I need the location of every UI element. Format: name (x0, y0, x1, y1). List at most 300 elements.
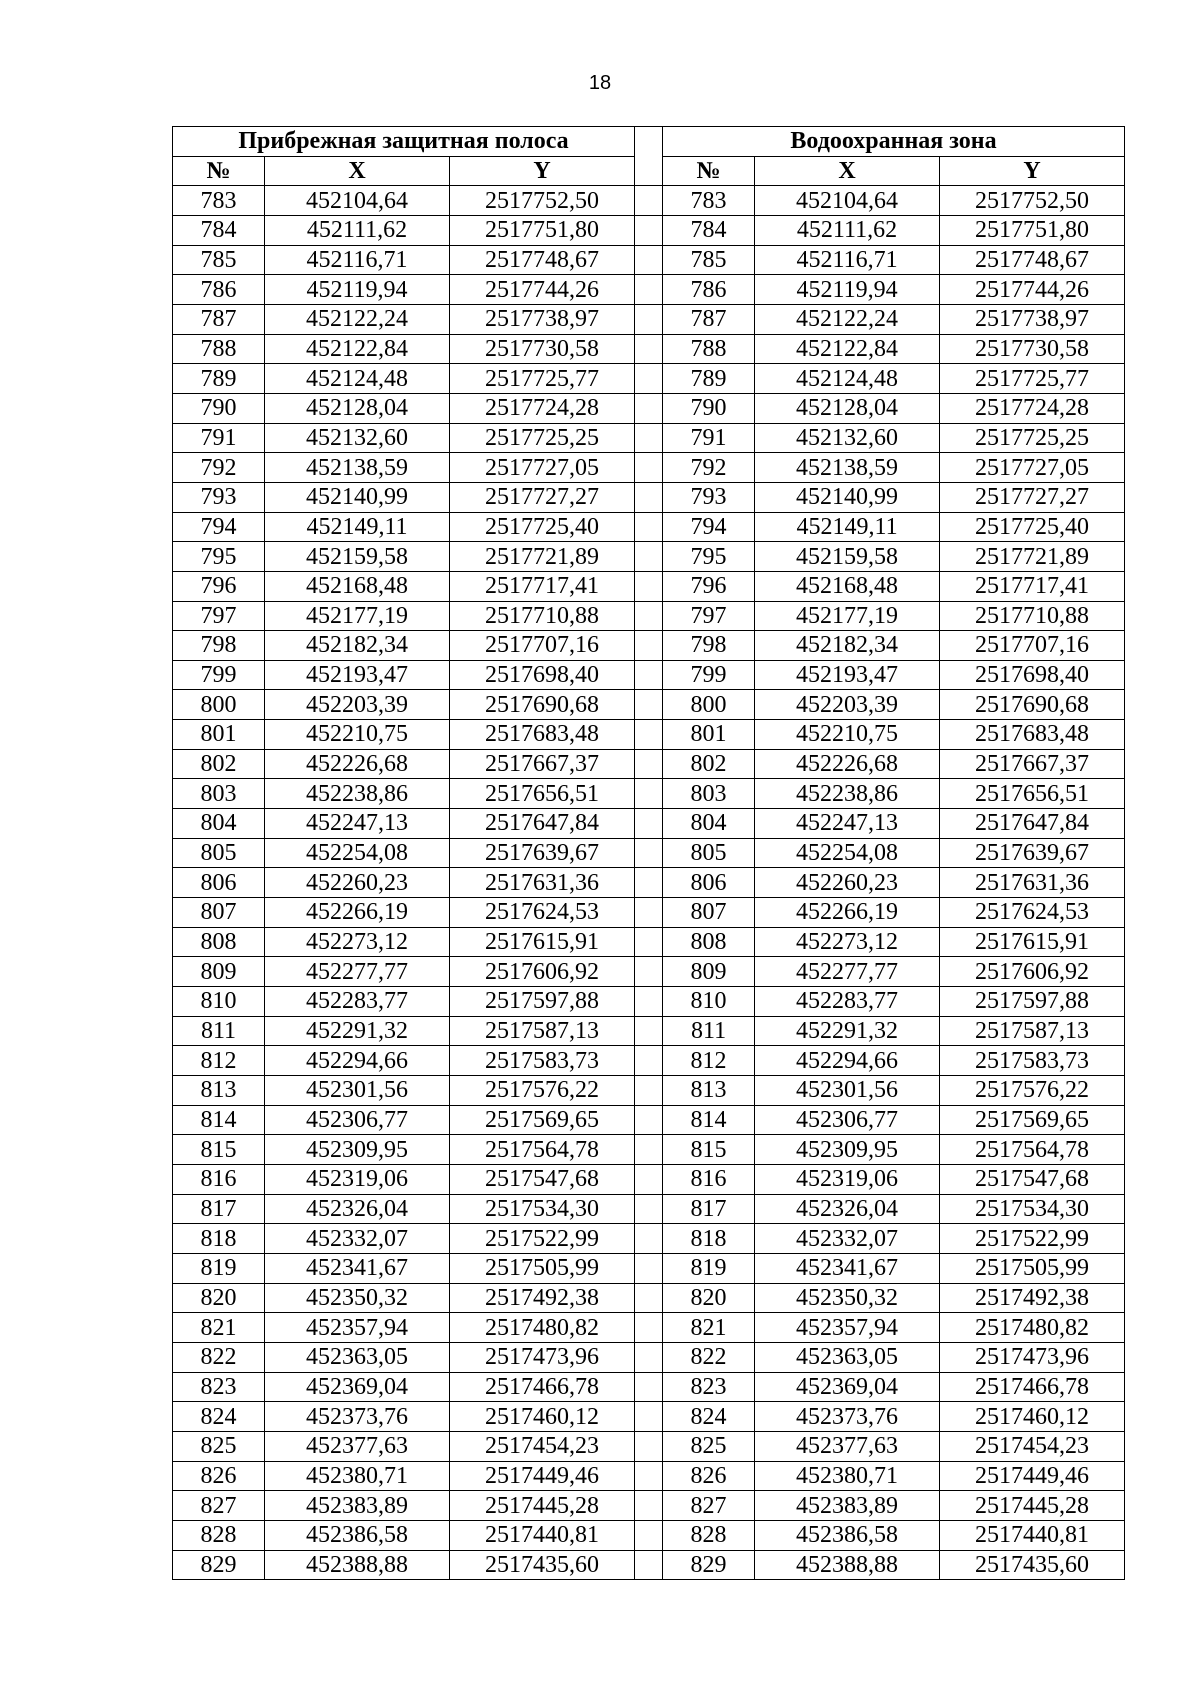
left-num-cell: 783 (173, 186, 265, 216)
column-gap-cell (635, 779, 663, 809)
right-x-cell: 452124,48 (755, 364, 940, 394)
left-x-cell: 452383,89 (265, 1491, 450, 1521)
left-y-cell: 2517615,91 (450, 927, 635, 957)
column-gap-cell (635, 1372, 663, 1402)
column-gap-cell (635, 215, 663, 245)
right-num-cell: 797 (663, 601, 755, 631)
right-x-cell: 452140,99 (755, 482, 940, 512)
left-y-cell: 2517721,89 (450, 542, 635, 572)
left-num-cell: 822 (173, 1342, 265, 1372)
right-x-cell: 452294,66 (755, 1046, 940, 1076)
right-col-y-header: Y (940, 156, 1125, 186)
right-x-cell: 452319,06 (755, 1164, 940, 1194)
left-x-cell: 452247,13 (265, 809, 450, 839)
table-row (173, 423, 1125, 453)
left-x-cell: 452326,04 (265, 1194, 450, 1224)
left-num-cell: 802 (173, 749, 265, 779)
left-num-cell: 798 (173, 631, 265, 661)
right-y-cell: 2517547,68 (940, 1164, 1125, 1194)
left-num-cell: 810 (173, 987, 265, 1017)
table-row (173, 868, 1125, 898)
right-y-cell: 2517564,78 (940, 1135, 1125, 1165)
right-y-cell: 2517639,67 (940, 838, 1125, 868)
left-x-cell: 452119,94 (265, 275, 450, 305)
left-x-cell: 452111,62 (265, 215, 450, 245)
right-y-cell: 2517492,38 (940, 1283, 1125, 1313)
right-num-cell: 825 (663, 1431, 755, 1461)
column-gap-cell (635, 453, 663, 483)
left-x-cell: 452386,58 (265, 1520, 450, 1550)
left-x-cell: 452159,58 (265, 542, 450, 572)
table-row (173, 779, 1125, 809)
right-num-cell: 796 (663, 571, 755, 601)
right-y-cell: 2517583,73 (940, 1046, 1125, 1076)
table-row (173, 631, 1125, 661)
column-gap-cell (635, 334, 663, 364)
left-col-x-header: X (265, 156, 450, 186)
table-row (173, 482, 1125, 512)
table-row (173, 1520, 1125, 1550)
column-gap-cell (635, 393, 663, 423)
right-y-cell: 2517460,12 (940, 1402, 1125, 1432)
left-x-cell: 452277,77 (265, 957, 450, 987)
left-num-cell: 813 (173, 1076, 265, 1106)
left-group-header: Прибрежная защитная полоса (173, 127, 635, 157)
right-y-cell: 2517435,60 (940, 1550, 1125, 1580)
left-x-cell: 452260,23 (265, 868, 450, 898)
table-row (173, 809, 1125, 839)
table-row (173, 987, 1125, 1017)
table-row (173, 927, 1125, 957)
left-num-cell: 788 (173, 334, 265, 364)
column-gap-cell (635, 1461, 663, 1491)
table-row (173, 660, 1125, 690)
table-row (173, 453, 1125, 483)
right-num-cell: 820 (663, 1283, 755, 1313)
left-y-cell: 2517647,84 (450, 809, 635, 839)
left-y-cell: 2517460,12 (450, 1402, 635, 1432)
column-gap-cell (635, 1194, 663, 1224)
column-gap-cell (635, 1520, 663, 1550)
right-y-cell: 2517505,99 (940, 1253, 1125, 1283)
right-num-cell: 824 (663, 1402, 755, 1432)
left-y-cell: 2517683,48 (450, 720, 635, 750)
left-x-cell: 452122,24 (265, 304, 450, 334)
left-y-cell: 2517564,78 (450, 1135, 635, 1165)
right-x-cell: 452203,39 (755, 690, 940, 720)
right-x-cell: 452159,58 (755, 542, 940, 572)
right-x-cell: 452383,89 (755, 1491, 940, 1521)
right-num-cell: 808 (663, 927, 755, 957)
right-x-cell: 452111,62 (755, 215, 940, 245)
right-num-cell: 791 (663, 423, 755, 453)
right-x-cell: 452369,04 (755, 1372, 940, 1402)
left-y-cell: 2517624,53 (450, 898, 635, 928)
left-y-cell: 2517505,99 (450, 1253, 635, 1283)
column-gap-cell (635, 571, 663, 601)
table-row (173, 215, 1125, 245)
right-x-cell: 452132,60 (755, 423, 940, 453)
column-gap-cell (635, 601, 663, 631)
left-num-cell: 817 (173, 1194, 265, 1224)
left-x-cell: 452210,75 (265, 720, 450, 750)
column-gap-cell (635, 364, 663, 394)
left-num-cell: 785 (173, 245, 265, 275)
right-num-cell: 806 (663, 868, 755, 898)
right-y-cell: 2517727,27 (940, 482, 1125, 512)
column-gap-cell (635, 1313, 663, 1343)
left-x-cell: 452332,07 (265, 1224, 450, 1254)
right-num-cell: 794 (663, 512, 755, 542)
table-row (173, 690, 1125, 720)
left-y-cell: 2517597,88 (450, 987, 635, 1017)
right-x-cell: 452128,04 (755, 393, 940, 423)
left-x-cell: 452388,88 (265, 1550, 450, 1580)
left-y-cell: 2517730,58 (450, 334, 635, 364)
column-gap-cell (635, 1402, 663, 1432)
table-row (173, 512, 1125, 542)
right-num-cell: 810 (663, 987, 755, 1017)
table-row (173, 601, 1125, 631)
left-x-cell: 452294,66 (265, 1046, 450, 1076)
left-num-cell: 821 (173, 1313, 265, 1343)
left-num-cell: 827 (173, 1491, 265, 1521)
left-y-cell: 2517480,82 (450, 1313, 635, 1343)
table-row (173, 957, 1125, 987)
column-gap-cell (635, 304, 663, 334)
left-x-cell: 452306,77 (265, 1105, 450, 1135)
left-num-cell: 790 (173, 393, 265, 423)
right-y-cell: 2517710,88 (940, 601, 1125, 631)
right-x-cell: 452377,63 (755, 1431, 940, 1461)
left-num-cell: 799 (173, 660, 265, 690)
table-row (173, 245, 1125, 275)
right-y-cell: 2517730,58 (940, 334, 1125, 364)
right-num-cell: 795 (663, 542, 755, 572)
right-x-cell: 452149,11 (755, 512, 940, 542)
left-y-cell: 2517752,50 (450, 186, 635, 216)
right-x-cell: 452193,47 (755, 660, 940, 690)
left-x-cell: 452369,04 (265, 1372, 450, 1402)
right-x-cell: 452388,88 (755, 1550, 940, 1580)
left-y-cell: 2517717,41 (450, 571, 635, 601)
right-num-cell: 799 (663, 660, 755, 690)
right-y-cell: 2517454,23 (940, 1431, 1125, 1461)
right-num-cell: 829 (663, 1550, 755, 1580)
table-row (173, 1224, 1125, 1254)
right-num-cell: 785 (663, 245, 755, 275)
table-row (173, 1491, 1125, 1521)
right-y-cell: 2517606,92 (940, 957, 1125, 987)
left-y-cell: 2517725,40 (450, 512, 635, 542)
right-y-cell: 2517752,50 (940, 186, 1125, 216)
right-num-cell: 786 (663, 275, 755, 305)
left-y-cell: 2517724,28 (450, 393, 635, 423)
left-y-cell: 2517576,22 (450, 1076, 635, 1106)
left-x-cell: 452357,94 (265, 1313, 450, 1343)
right-num-cell: 789 (663, 364, 755, 394)
right-num-cell: 811 (663, 1016, 755, 1046)
table-row (173, 720, 1125, 750)
left-x-cell: 452132,60 (265, 423, 450, 453)
left-x-cell: 452116,71 (265, 245, 450, 275)
left-y-cell: 2517606,92 (450, 957, 635, 987)
table-row (173, 1164, 1125, 1194)
right-num-cell: 826 (663, 1461, 755, 1491)
right-y-cell: 2517466,78 (940, 1372, 1125, 1402)
left-num-cell: 795 (173, 542, 265, 572)
column-gap-cell (635, 245, 663, 275)
left-num-cell: 826 (173, 1461, 265, 1491)
column-gap-cell (635, 1491, 663, 1521)
right-y-cell: 2517576,22 (940, 1076, 1125, 1106)
right-y-cell: 2517721,89 (940, 542, 1125, 572)
left-num-cell: 793 (173, 482, 265, 512)
right-x-cell: 452309,95 (755, 1135, 940, 1165)
table-row (173, 1105, 1125, 1135)
left-num-cell: 792 (173, 453, 265, 483)
table-body (173, 186, 1125, 1580)
column-gap-cell (635, 660, 663, 690)
right-x-cell: 452254,08 (755, 838, 940, 868)
right-num-cell: 818 (663, 1224, 755, 1254)
column-gap-cell (635, 1105, 663, 1135)
left-num-cell: 803 (173, 779, 265, 809)
right-x-cell: 452238,86 (755, 779, 940, 809)
left-y-cell: 2517445,28 (450, 1491, 635, 1521)
left-x-cell: 452168,48 (265, 571, 450, 601)
left-num-cell: 796 (173, 571, 265, 601)
left-x-cell: 452149,11 (265, 512, 450, 542)
left-y-cell: 2517522,99 (450, 1224, 635, 1254)
left-num-cell: 823 (173, 1372, 265, 1402)
right-y-cell: 2517624,53 (940, 898, 1125, 928)
table-row (173, 1461, 1125, 1491)
right-y-cell: 2517725,25 (940, 423, 1125, 453)
left-y-cell: 2517466,78 (450, 1372, 635, 1402)
right-num-cell: 813 (663, 1076, 755, 1106)
right-x-cell: 452301,56 (755, 1076, 940, 1106)
right-num-cell: 816 (663, 1164, 755, 1194)
left-x-cell: 452373,76 (265, 1402, 450, 1432)
right-x-cell: 452266,19 (755, 898, 940, 928)
right-y-cell: 2517707,16 (940, 631, 1125, 661)
table-row (173, 1194, 1125, 1224)
left-y-cell: 2517547,68 (450, 1164, 635, 1194)
left-num-cell: 808 (173, 927, 265, 957)
column-gap-cell (635, 1342, 663, 1372)
table-row (173, 1253, 1125, 1283)
right-num-cell: 784 (663, 215, 755, 245)
left-num-cell: 824 (173, 1402, 265, 1432)
left-y-cell: 2517492,38 (450, 1283, 635, 1313)
left-y-cell: 2517639,67 (450, 838, 635, 868)
right-x-cell: 452291,32 (755, 1016, 940, 1046)
right-x-cell: 452373,76 (755, 1402, 940, 1432)
left-num-cell: 829 (173, 1550, 265, 1580)
left-y-cell: 2517583,73 (450, 1046, 635, 1076)
right-x-cell: 452182,34 (755, 631, 940, 661)
right-x-cell: 452210,75 (755, 720, 940, 750)
left-col-y-header: Y (450, 156, 635, 186)
right-y-cell: 2517569,65 (940, 1105, 1125, 1135)
right-y-cell: 2517751,80 (940, 215, 1125, 245)
column-gap-cell (635, 987, 663, 1017)
right-num-cell: 828 (663, 1520, 755, 1550)
left-y-cell: 2517440,81 (450, 1520, 635, 1550)
left-num-cell: 809 (173, 957, 265, 987)
right-num-cell: 801 (663, 720, 755, 750)
table-row (173, 304, 1125, 334)
column-gap-cell (635, 1550, 663, 1580)
right-x-cell: 452122,84 (755, 334, 940, 364)
right-y-cell: 2517738,97 (940, 304, 1125, 334)
left-x-cell: 452341,67 (265, 1253, 450, 1283)
left-num-cell: 816 (173, 1164, 265, 1194)
left-x-cell: 452182,34 (265, 631, 450, 661)
column-gap-cell (635, 482, 663, 512)
right-y-cell: 2517748,67 (940, 245, 1125, 275)
right-y-cell: 2517631,36 (940, 868, 1125, 898)
left-num-cell: 828 (173, 1520, 265, 1550)
left-y-cell: 2517727,05 (450, 453, 635, 483)
left-num-cell: 815 (173, 1135, 265, 1165)
table-row (173, 898, 1125, 928)
right-num-cell: 815 (663, 1135, 755, 1165)
column-gap-cell (635, 838, 663, 868)
right-y-cell: 2517473,96 (940, 1342, 1125, 1372)
right-x-cell: 452122,24 (755, 304, 940, 334)
right-num-cell: 804 (663, 809, 755, 839)
right-y-cell: 2517597,88 (940, 987, 1125, 1017)
table-row (173, 393, 1125, 423)
left-num-cell: 812 (173, 1046, 265, 1076)
table-row (173, 364, 1125, 394)
right-num-cell: 783 (663, 186, 755, 216)
left-num-cell: 786 (173, 275, 265, 305)
left-x-cell: 452177,19 (265, 601, 450, 631)
left-x-cell: 452104,64 (265, 186, 450, 216)
left-num-cell: 801 (173, 720, 265, 750)
right-num-cell: 814 (663, 1105, 755, 1135)
table-row (173, 1550, 1125, 1580)
right-x-cell: 452104,64 (755, 186, 940, 216)
left-y-cell: 2517707,16 (450, 631, 635, 661)
left-y-cell: 2517454,23 (450, 1431, 635, 1461)
table-row (173, 1402, 1125, 1432)
right-x-cell: 452138,59 (755, 453, 940, 483)
left-y-cell: 2517710,88 (450, 601, 635, 631)
left-y-cell: 2517667,37 (450, 749, 635, 779)
left-x-cell: 452319,06 (265, 1164, 450, 1194)
right-x-cell: 452260,23 (755, 868, 940, 898)
right-y-cell: 2517480,82 (940, 1313, 1125, 1343)
coordinates-table (172, 126, 1125, 1580)
table-row (173, 1431, 1125, 1461)
right-x-cell: 452273,12 (755, 927, 940, 957)
right-x-cell: 452363,05 (755, 1342, 940, 1372)
right-y-cell: 2517727,05 (940, 453, 1125, 483)
left-x-cell: 452350,32 (265, 1283, 450, 1313)
column-gap-cell (635, 1431, 663, 1461)
left-y-cell: 2517569,65 (450, 1105, 635, 1135)
right-num-cell: 788 (663, 334, 755, 364)
table-row (173, 1313, 1125, 1343)
left-x-cell: 452203,39 (265, 690, 450, 720)
column-gap-cell (635, 1224, 663, 1254)
left-y-cell: 2517698,40 (450, 660, 635, 690)
right-num-cell: 821 (663, 1313, 755, 1343)
left-x-cell: 452122,84 (265, 334, 450, 364)
right-num-cell: 809 (663, 957, 755, 987)
right-x-cell: 452177,19 (755, 601, 940, 631)
right-num-cell: 807 (663, 898, 755, 928)
right-y-cell: 2517667,37 (940, 749, 1125, 779)
right-num-cell: 803 (663, 779, 755, 809)
left-y-cell: 2517725,25 (450, 423, 635, 453)
right-num-cell: 812 (663, 1046, 755, 1076)
right-col-num-header: № (663, 156, 755, 186)
right-num-cell: 790 (663, 393, 755, 423)
right-group-header: Водоохранная зона (663, 127, 1125, 157)
column-gap-cell (635, 690, 663, 720)
left-num-cell: 791 (173, 423, 265, 453)
right-y-cell: 2517656,51 (940, 779, 1125, 809)
left-y-cell: 2517587,13 (450, 1016, 635, 1046)
left-num-cell: 797 (173, 601, 265, 631)
right-x-cell: 452247,13 (755, 809, 940, 839)
column-gap-cell (635, 1253, 663, 1283)
right-col-x-header: X (755, 156, 940, 186)
left-num-cell: 820 (173, 1283, 265, 1313)
right-num-cell: 805 (663, 838, 755, 868)
right-y-cell: 2517683,48 (940, 720, 1125, 750)
table-row (173, 1372, 1125, 1402)
right-x-cell: 452350,32 (755, 1283, 940, 1313)
left-y-cell: 2517690,68 (450, 690, 635, 720)
right-y-cell: 2517445,28 (940, 1491, 1125, 1521)
table-row (173, 1342, 1125, 1372)
left-x-cell: 452266,19 (265, 898, 450, 928)
table-row (173, 334, 1125, 364)
column-gap-cell (635, 1283, 663, 1313)
right-x-cell: 452326,04 (755, 1194, 940, 1224)
right-x-cell: 452341,67 (755, 1253, 940, 1283)
table-row (173, 1076, 1125, 1106)
right-y-cell: 2517587,13 (940, 1016, 1125, 1046)
left-x-cell: 452309,95 (265, 1135, 450, 1165)
right-y-cell: 2517449,46 (940, 1461, 1125, 1491)
right-y-cell: 2517698,40 (940, 660, 1125, 690)
left-num-cell: 807 (173, 898, 265, 928)
column-gap-cell (635, 720, 663, 750)
left-x-cell: 452238,86 (265, 779, 450, 809)
right-y-cell: 2517725,40 (940, 512, 1125, 542)
right-y-cell: 2517440,81 (940, 1520, 1125, 1550)
right-num-cell: 798 (663, 631, 755, 661)
table-row (173, 186, 1125, 216)
right-num-cell: 787 (663, 304, 755, 334)
column-gap-cell (635, 809, 663, 839)
right-x-cell: 452119,94 (755, 275, 940, 305)
right-x-cell: 452277,77 (755, 957, 940, 987)
column-gap-cell (635, 275, 663, 305)
table-row (173, 275, 1125, 305)
left-y-cell: 2517744,26 (450, 275, 635, 305)
right-y-cell: 2517690,68 (940, 690, 1125, 720)
left-x-cell: 452273,12 (265, 927, 450, 957)
right-num-cell: 802 (663, 749, 755, 779)
